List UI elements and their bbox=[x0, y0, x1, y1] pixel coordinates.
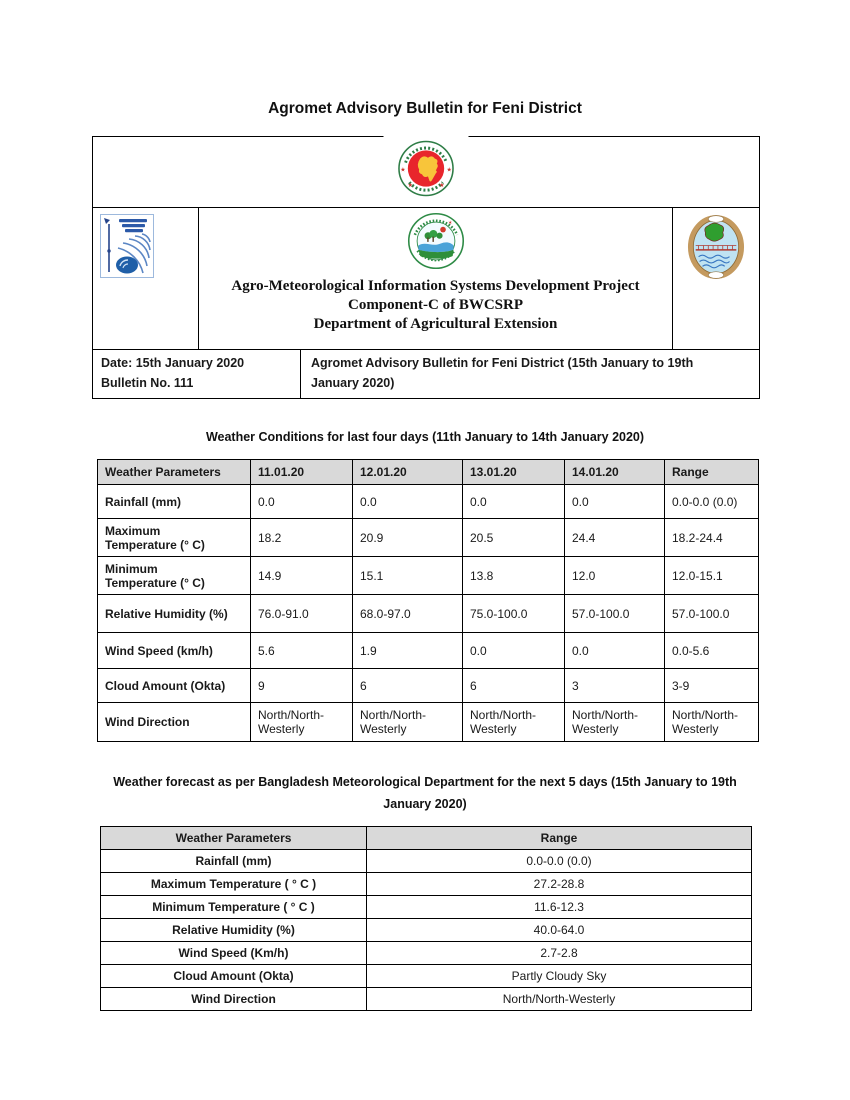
table-row bbox=[101, 873, 752, 896]
value-cell: 24.4 bbox=[565, 519, 665, 557]
value-cell: 0.0-5.6 bbox=[665, 633, 759, 669]
value-cell: North/North-Westerly bbox=[565, 703, 665, 742]
govt-of-bangladesh-emblem-icon bbox=[398, 140, 455, 197]
org-line-1: Agro-Meteorological Information Systems Development Project bbox=[231, 278, 640, 294]
bwdb-logo-icon bbox=[687, 214, 745, 280]
bmd-logo-icon bbox=[100, 214, 154, 278]
letterhead-date-row bbox=[93, 349, 759, 398]
column-header: 11.01.20 bbox=[251, 460, 353, 485]
value-cell: 75.0-100.0 bbox=[463, 595, 565, 633]
column-header: Weather Parameters bbox=[101, 827, 367, 850]
parameter-cell: Wind Direction bbox=[101, 988, 367, 1011]
value-cell: 76.0-91.0 bbox=[251, 595, 353, 633]
column-header: 12.01.20 bbox=[353, 460, 463, 485]
parameter-cell: Cloud Amount (Okta) bbox=[101, 965, 367, 988]
value-cell: 9 bbox=[251, 669, 353, 703]
value-cell: 20.5 bbox=[463, 519, 565, 557]
value-cell: 6 bbox=[463, 669, 565, 703]
letterhead-logo-row bbox=[93, 208, 759, 349]
value-cell: North/North-Westerly bbox=[353, 703, 463, 742]
org-line-2: Component-C of BWCSRP bbox=[347, 297, 523, 313]
value-cell: 3-9 bbox=[665, 669, 759, 703]
value-cell: 0.0 bbox=[565, 633, 665, 669]
page-title: Agromet Advisory Bulletin for Feni District bbox=[268, 100, 582, 117]
range-cell: Partly Cloudy Sky bbox=[367, 965, 752, 988]
range-cell: 27.2-28.8 bbox=[367, 873, 752, 896]
past-weather-heading: Weather Conditions for last four days (11th January to 14th January 2020) bbox=[205, 430, 645, 444]
svg-text:✶: ✶ bbox=[447, 220, 452, 227]
table-row bbox=[98, 633, 759, 669]
value-cell: 5.6 bbox=[251, 633, 353, 669]
column-header: 13.01.20 bbox=[463, 460, 565, 485]
value-cell: North/North-Westerly bbox=[251, 703, 353, 742]
range-cell: 40.0-64.0 bbox=[367, 919, 752, 942]
column-header: Range bbox=[367, 827, 752, 850]
svg-text:★: ★ bbox=[439, 183, 445, 190]
value-cell: 20.9 bbox=[353, 519, 463, 557]
table-row bbox=[98, 669, 759, 703]
forecast-header-row bbox=[101, 827, 752, 850]
svg-text:★: ★ bbox=[446, 167, 452, 174]
table-row bbox=[98, 557, 759, 595]
parameter-cell: Wind Speed (Km/h) bbox=[101, 942, 367, 965]
value-cell: 12.0-15.1 bbox=[665, 557, 759, 595]
parameter-cell: Minimum Temperature ( ° C ) bbox=[101, 896, 367, 919]
parameter-cell: Wind Direction bbox=[98, 703, 251, 742]
center-cell bbox=[199, 208, 673, 349]
forecast-table bbox=[100, 826, 752, 1011]
parameter-cell: Wind Speed (km/h) bbox=[98, 633, 251, 669]
value-cell: 57.0-100.0 bbox=[665, 595, 759, 633]
table-row bbox=[101, 988, 752, 1011]
org-title-block bbox=[199, 277, 672, 334]
parameter-cell: Relative Humidity (%) bbox=[98, 595, 251, 633]
value-cell: 14.9 bbox=[251, 557, 353, 595]
range-cell: North/North-Westerly bbox=[367, 988, 752, 1011]
value-cell: 3 bbox=[565, 669, 665, 703]
value-cell: 18.2-24.4 bbox=[665, 519, 759, 557]
svg-text:★: ★ bbox=[407, 183, 413, 190]
value-cell: 0.0 bbox=[251, 485, 353, 519]
parameter-cell: Cloud Amount (Okta) bbox=[98, 669, 251, 703]
column-header: 14.01.20 bbox=[565, 460, 665, 485]
govt-emblem-wrap bbox=[384, 127, 469, 197]
value-cell: 13.8 bbox=[463, 557, 565, 595]
value-cell: 68.0-97.0 bbox=[353, 595, 463, 633]
org-line-3: Department of Agricultural Extension bbox=[313, 316, 558, 332]
past-weather-table bbox=[97, 459, 759, 742]
column-header: Range bbox=[665, 460, 759, 485]
value-cell: North/North-Westerly bbox=[665, 703, 759, 742]
right-logo-cell bbox=[673, 208, 759, 349]
bulletin-number: Bulletin No. 111 bbox=[101, 376, 194, 390]
past-weather-header-row bbox=[98, 460, 759, 485]
table-row bbox=[101, 896, 752, 919]
value-cell: 6 bbox=[353, 669, 463, 703]
parameter-cell: Rainfall (mm) bbox=[101, 850, 367, 873]
dae-logo-icon bbox=[407, 212, 465, 270]
value-cell: 15.1 bbox=[353, 557, 463, 595]
value-cell: 0.0 bbox=[565, 485, 665, 519]
value-cell: 12.0 bbox=[565, 557, 665, 595]
value-cell: 0.0 bbox=[353, 485, 463, 519]
table-row bbox=[98, 595, 759, 633]
table-row bbox=[98, 485, 759, 519]
svg-text:★: ★ bbox=[400, 167, 406, 174]
value-cell: North/North-Westerly bbox=[463, 703, 565, 742]
value-cell: 0.0-0.0 (0.0) bbox=[665, 485, 759, 519]
value-cell: 0.0 bbox=[463, 633, 565, 669]
value-cell: 18.2 bbox=[251, 519, 353, 557]
column-header: Weather Parameters bbox=[98, 460, 251, 485]
parameter-cell: Relative Humidity (%) bbox=[101, 919, 367, 942]
letterhead-box bbox=[92, 136, 760, 399]
parameter-cell: Minimum Temperature (° C) bbox=[98, 557, 251, 595]
range-cell: 0.0-0.0 (0.0) bbox=[367, 850, 752, 873]
range-cell: 2.7-2.8 bbox=[367, 942, 752, 965]
date-label: Date: 15th January 2020 bbox=[101, 356, 245, 370]
value-cell: 0.0 bbox=[463, 485, 565, 519]
table-row bbox=[101, 850, 752, 873]
parameter-cell: Maximum Temperature ( ° C ) bbox=[101, 873, 367, 896]
date-cell bbox=[93, 350, 301, 398]
parameter-cell: Rainfall (mm) bbox=[98, 485, 251, 519]
table-row bbox=[98, 519, 759, 557]
value-cell: 57.0-100.0 bbox=[565, 595, 665, 633]
table-row bbox=[101, 965, 752, 988]
table-row bbox=[98, 703, 759, 742]
letterhead-emblem-row bbox=[93, 137, 759, 208]
table-row bbox=[101, 942, 752, 965]
value-cell: 1.9 bbox=[353, 633, 463, 669]
left-logo-cell bbox=[93, 208, 199, 349]
bulletin-title-cell: Agromet Advisory Bulletin for Feni District (15th January to 19th January 2020) bbox=[311, 356, 694, 390]
table-row bbox=[101, 919, 752, 942]
range-cell: 11.6-12.3 bbox=[367, 896, 752, 919]
forecast-heading: Weather forecast as per Bangladesh Meteorological Department for the next 5 days (15th January to 19th January 2020) bbox=[113, 775, 737, 811]
parameter-cell: Maximum Temperature (° C) bbox=[98, 519, 251, 557]
